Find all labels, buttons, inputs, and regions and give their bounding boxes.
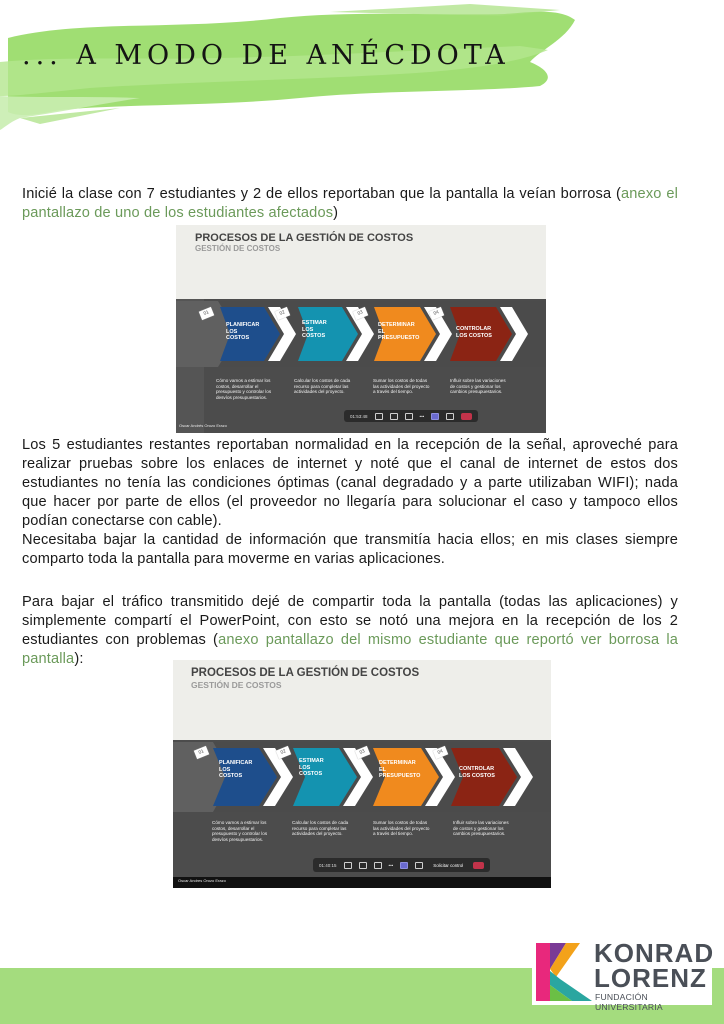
share-icon[interactable] (405, 413, 413, 420)
step-label-4: CONTROLAR LOS COSTOS (459, 766, 495, 779)
step-label-3: DETERMINAR EL PRESUPUESTO (379, 760, 421, 779)
camera-icon[interactable] (344, 862, 352, 869)
logo-word-1: KONRAD (594, 938, 715, 968)
participants-icon[interactable] (446, 413, 454, 420)
step-label-1: PLANIFICAR LOS COSTOS (226, 322, 260, 341)
slide-title: PROCESOS DE LA GESTIÓN DE COSTOS (195, 232, 414, 244)
logo-subtitle: FUNDACIÓN UNIVERSITARIA (595, 992, 663, 1012)
step-number-3: 03 (353, 307, 368, 320)
annex-link-2[interactable]: anexo pantallazo del mismo estudiante que reportó ver borrosa la pantalla (22, 632, 678, 667)
step-desc-1: Cómo vamos a estimar los costos, desarrollar el presupuesto y controlar los desvíos presupuestarios. (212, 820, 268, 843)
step-desc-4: Influir sobre las variaciones de costos y gestionar los cambios presupuestarios. (453, 820, 509, 837)
paragraph-intro (22, 185, 678, 223)
step-desc-1: Cómo vamos a estimar los costos, desarrollar el presupuesto y controlar los desvíos presupuestarios. (216, 378, 272, 401)
presenter-name: Oscar Andrés Orozo Erazo (179, 423, 227, 428)
slide-screenshot-blurry (176, 225, 546, 433)
meeting-toolbar (344, 410, 478, 422)
step-label-2: ESTIMAR LOS COSTOS (302, 320, 327, 339)
more-icon[interactable]: ••• (388, 862, 394, 868)
slide-subtitle: GESTIÓN DE COSTOS (195, 244, 281, 253)
paragraph-intro-text: Inicié la clase con 7 estudiantes y 2 de ellos reportaban que la pantalla la veían borrosa ( (22, 185, 622, 202)
logo-word-2: LORENZ (594, 963, 707, 993)
paragraph-solution-text: Para bajar el tráfico transmitido dejé de compartir toda la pantalla (todas las aplicaciones) y simplemente compartí el PowerPoint, con esto se notó una mejora en la recepción de los 2 estudiantes con problemas ( (22, 594, 678, 648)
step-number-2: 02 (276, 746, 291, 759)
step-label-4: CONTROLAR LOS COSTOS (456, 326, 492, 339)
k-logo-icon (536, 943, 592, 1001)
presenter-name: Oscar Andres Orozo Erazo (178, 878, 226, 883)
step-number-3: 03 (355, 746, 370, 759)
paragraph-tests-text: Los 5 estudiantes restantes reportaban normalidad en la recepción de la señal, aproveché para realizar pruebas sobre los enlaces de internet y noté que el canal de internet de estos dos estudiantes no tenía las condiciones óptimas (canal degradado y a parte utilizaban WIFI); nada que hacer por parte de ellos (el proveedor no llegaría para solucionar el caso y tampoco ellos podían conectarse con cable). (22, 437, 678, 529)
step-number-1: 01 (194, 746, 209, 759)
step-desc-3: Sumar los costos de todas las actividades del proyecto a través del tiempo. (373, 378, 430, 395)
meeting-toolbar (313, 858, 490, 872)
page-title: ... A MODO DE ANÉCDOTA (22, 40, 510, 71)
step-desc-2: Calcular los costos de cada recurso para completar las actividades del proyecto. (294, 378, 351, 395)
step-desc-4: Influir sobre las variaciones de costos y gestionar los cambios presupuestarios. (450, 378, 506, 395)
step-label-3: DETERMINAR EL PRESUPUESTO (378, 322, 420, 341)
paragraph-tests (22, 436, 678, 569)
meeting-timer: 01:40:15 (319, 862, 337, 868)
participants-icon[interactable] (415, 862, 423, 869)
paragraph-solution-suffix: ): (74, 651, 84, 667)
microphone-icon[interactable] (390, 413, 398, 420)
step-desc-3: Sumar los costos de todas las actividades del proyecto a través del tiempo. (373, 820, 430, 837)
step-label-2: ESTIMAR LOS COSTOS (299, 758, 324, 777)
step-desc-2: Calcular los costos de cada recurso para completar las actividades del proyecto. (292, 820, 349, 837)
step-number-1: 01 (199, 307, 214, 320)
share-icon[interactable] (374, 862, 382, 869)
step-number-4: 04 (429, 307, 444, 320)
camera-icon[interactable] (375, 413, 383, 420)
paragraph-solution (22, 593, 678, 669)
more-icon[interactable]: ••• (419, 413, 425, 419)
hang-up-icon[interactable] (461, 413, 472, 420)
microphone-icon[interactable] (359, 862, 367, 869)
slide-title: PROCESOS DE LA GESTIÓN DE COSTOS (191, 667, 420, 679)
step-number-4: 04 (433, 746, 448, 759)
meeting-timer: 01:53:48 (350, 413, 368, 419)
step-label-1: PLANIFICAR LOS COSTOS (219, 760, 253, 779)
annex-link-1[interactable]: anexo el pantallazo de uno de los estudiantes afectados (22, 185, 678, 221)
step-number-2: 02 (275, 307, 290, 320)
chat-icon[interactable] (400, 862, 408, 869)
slide-footer (173, 877, 551, 888)
hang-up-icon[interactable] (473, 862, 484, 869)
paragraph-intro-suffix: ) (333, 204, 339, 221)
konrad-lorenz-logo (532, 935, 715, 1012)
chat-icon[interactable] (431, 413, 439, 420)
paragraph-need-text: Necesitaba bajar la cantidad de información que transmitía hacia ellos; en mis clases siempre comparto toda la pantalla para moverme en varias aplicaciones. (22, 532, 678, 567)
request-control-button[interactable]: Solicitar control (433, 862, 464, 868)
slide-subtitle: GESTIÓN DE COSTOS (191, 680, 282, 690)
slide-screenshot-improved (173, 660, 551, 888)
